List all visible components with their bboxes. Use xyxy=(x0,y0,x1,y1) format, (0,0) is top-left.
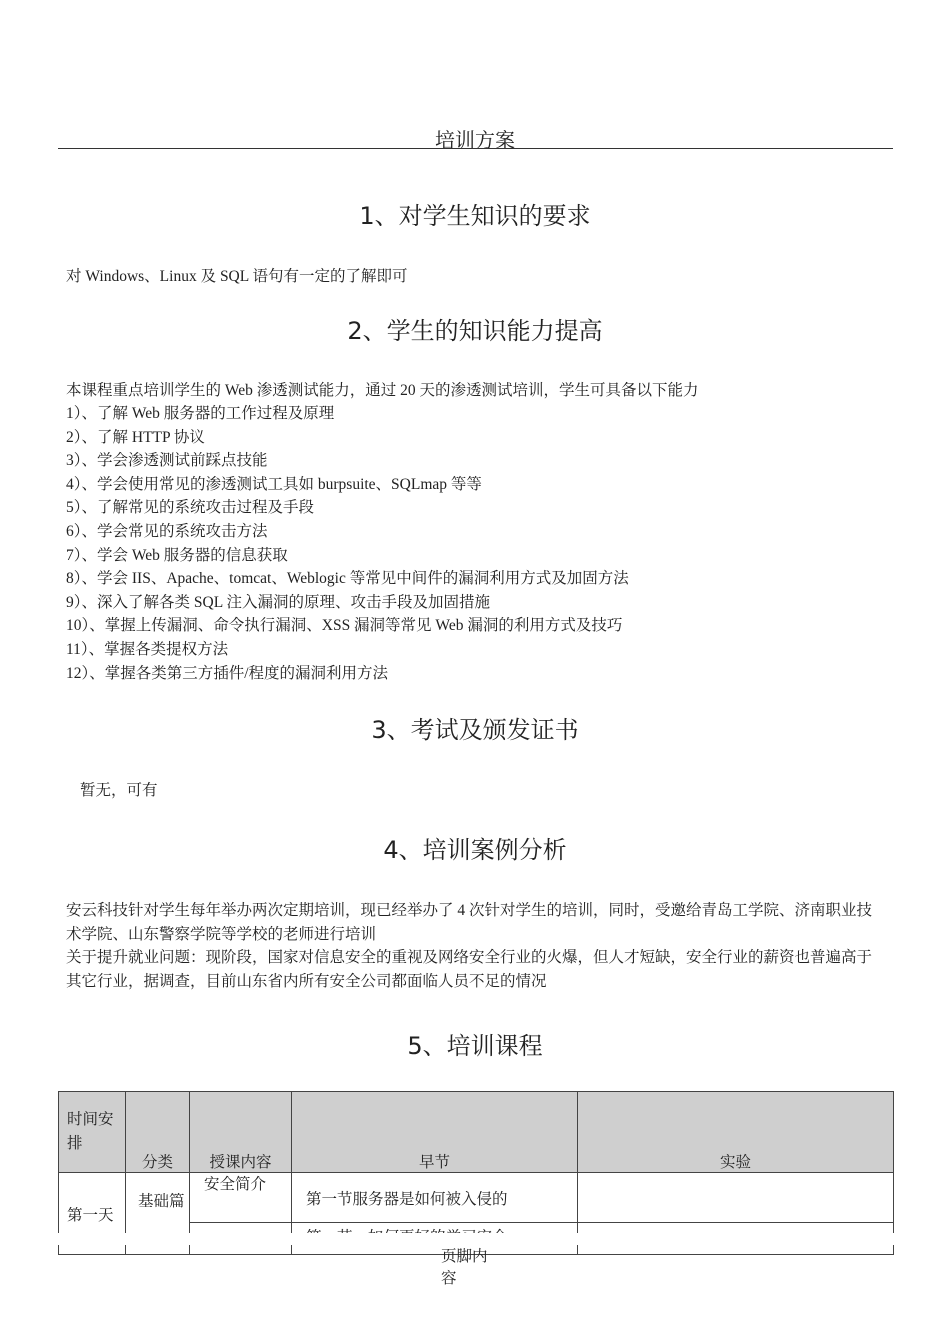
requirements-text: 对 Windows、Linux 及 SQL 语句有一定的了解即可 xyxy=(66,268,408,285)
list-item: 1）、了解 Web 服务器的工作过程及原理 xyxy=(66,405,335,422)
list-item: 10）、掌握上传漏洞、命令执行漏洞、XSS 漏洞等常见 Web 漏洞的利用方式及技巧 xyxy=(66,617,623,635)
cases-paragraph-1: 安云科技针对学生每年举办两次定期培训，现已经举办了 4 次针对学生的培训，同时，受邀给青岛工学院、济南职业技术学院、山东警察学院等学校的老师进行培训 xyxy=(66,902,873,943)
abilities-list xyxy=(66,402,629,685)
day-cell: 第一天 xyxy=(59,1173,126,1255)
lab-cell xyxy=(578,1173,894,1223)
table-header-row xyxy=(59,1092,894,1173)
page-break-mask xyxy=(58,1233,898,1245)
list-item: 11）、掌握各类提权方法 xyxy=(66,640,229,658)
list-item: 7）、学会 Web 服务器的信息获取 xyxy=(66,546,288,564)
list-item: 6）、学会常见的系统攻击方法 xyxy=(66,522,268,540)
page-title: 培训方案 xyxy=(435,128,515,152)
cases-paragraph-2: 关于提升就业问题：现阶段，国家对信息安全的重视及网络安全行业的火爆，但人才短缺，安全行业的薪资也普遍高于其它行业，据调查，目前山东省内所有安全公司都面临人员不足的情况 xyxy=(66,949,873,990)
list-item: 4）、学会使用常见的渗透测试工具如 burpsuite、SQLmap 等等 xyxy=(66,475,482,493)
page-footer: 页脚内容 xyxy=(441,1248,488,1287)
list-item: 3）、学会渗透测试前踩点技能 xyxy=(66,452,268,470)
cases-text xyxy=(66,899,886,993)
list-item: 2）、了解 HTTP 协议 xyxy=(66,428,205,446)
morning-cell: 第一节服务器是如何被入侵的 xyxy=(292,1173,578,1223)
column-header-time: 时间安排 xyxy=(59,1092,126,1173)
column-header-category: 分类 xyxy=(126,1092,190,1173)
list-item: 9）、深入了解各类 SQL 注入漏洞的原理、攻击手段及加固措施 xyxy=(66,593,490,611)
category-cell: 基础篇 xyxy=(126,1173,190,1255)
column-header-content: 授课内容 xyxy=(190,1092,292,1173)
list-item: 5）、了解常见的系统攻击过程及手段 xyxy=(66,499,315,517)
section-heading-courses: 5、培训课程 xyxy=(407,1032,543,1060)
course-table xyxy=(58,1091,894,1255)
section-heading-cases: 4、培训案例分析 xyxy=(383,836,567,864)
exam-text: 暂无，可有 xyxy=(80,782,158,799)
header-divider xyxy=(58,148,893,149)
section-heading-abilities: 2、学生的知识能力提高 xyxy=(347,317,603,345)
column-header-morning: 早节 xyxy=(292,1092,578,1173)
table-row xyxy=(59,1173,894,1223)
list-item: 12）、掌握各类第三方插件/程度的漏洞利用方法 xyxy=(66,664,389,682)
abilities-intro: 本课程重点培训学生的 Web 渗透测试能力，通过 20 天的渗透测试培训，学生可具备以下能力 xyxy=(66,382,699,399)
section-heading-requirements: 1、对学生知识的要求 xyxy=(359,202,591,230)
section-heading-exam: 3、考试及颁发证书 xyxy=(371,716,579,744)
column-header-lab: 实验 xyxy=(578,1092,894,1173)
content-cell: 安全简介 xyxy=(190,1173,292,1223)
list-item: 8）、学会 IIS、Apache、tomcat、Weblogic 等常见中间件的漏洞利用方式及加固方法 xyxy=(66,570,629,588)
